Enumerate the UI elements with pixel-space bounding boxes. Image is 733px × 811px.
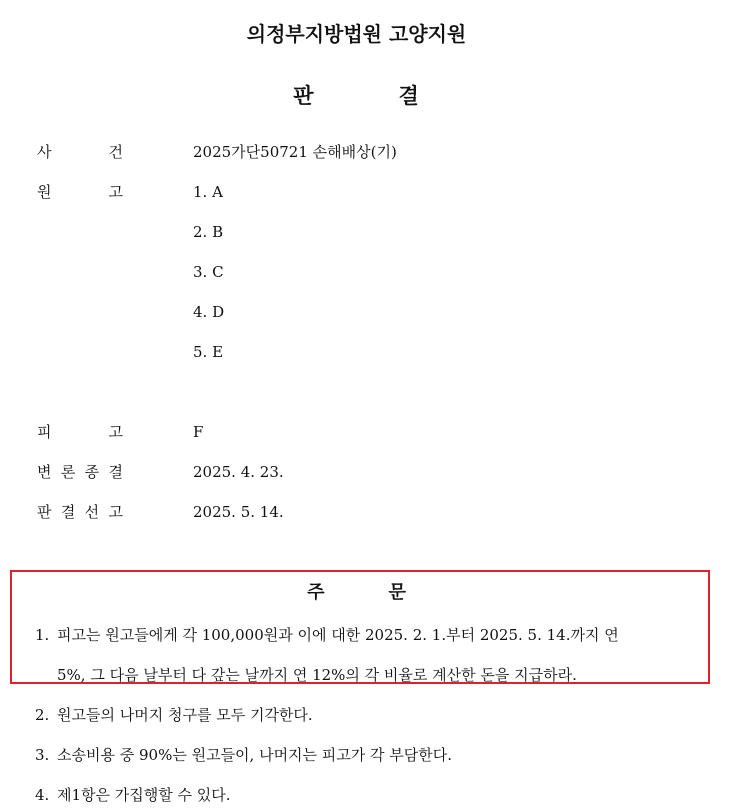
order-item-number: 2. [35, 706, 50, 724]
verdict-date: 2025. 5. 14. [193, 503, 284, 521]
plaintiff-item: 3. C [193, 263, 224, 281]
title-char-1: 판 [293, 84, 315, 108]
order-item-text: 소송비용 중 90%는 원고들이, 나머지는 피고가 각 부담한다. [57, 746, 453, 764]
case-number: 2025가단50721 손해배상(기) [193, 143, 397, 161]
title-char-2: 결 [398, 84, 420, 108]
order-item-1-continuation: 5%, 그 다음 날부터 다 갚는 날까지 연 12%의 각 비율로 계산한 돈을 지급하라. [57, 666, 577, 684]
document-title [0, 80, 713, 110]
defendant-label: 피 고 [37, 423, 123, 441]
order-item-number: 4. [35, 786, 50, 804]
order-item-2 [35, 703, 313, 727]
order-item-1 [35, 623, 619, 647]
plaintiff-label: 원 고 [37, 183, 123, 201]
court-name: 의정부지방법원 고양지원 [246, 22, 467, 46]
order-item-number: 1. [35, 626, 50, 644]
order-item-3 [35, 743, 452, 767]
order-item-text: 원고들의 나머지 청구를 모두 기각한다. [57, 706, 313, 724]
plaintiff-item: 4. D [193, 303, 225, 321]
verdict-label: 판 결 선 고 [37, 503, 123, 521]
closing-date: 2025. 4. 23. [193, 463, 284, 481]
order-item-text: 피고는 원고들에게 각 100,000원과 이에 대한 2025. 2. 1.부터 2025. 5. 14.까지 연 [57, 626, 619, 644]
plaintiff-item: 1. A [193, 183, 223, 201]
case-label: 사 건 [37, 143, 123, 161]
defendant-name: F [193, 423, 204, 441]
order-item-number: 3. [35, 746, 50, 764]
plaintiff-item: 5. E [193, 343, 224, 361]
order-title: 주 문 [307, 582, 406, 603]
order-item-4 [35, 783, 231, 807]
closing-label: 변 론 종 결 [37, 463, 123, 481]
order-item-text: 제1항은 가집행할 수 있다. [57, 786, 231, 804]
plaintiff-item: 2. B [193, 223, 224, 241]
